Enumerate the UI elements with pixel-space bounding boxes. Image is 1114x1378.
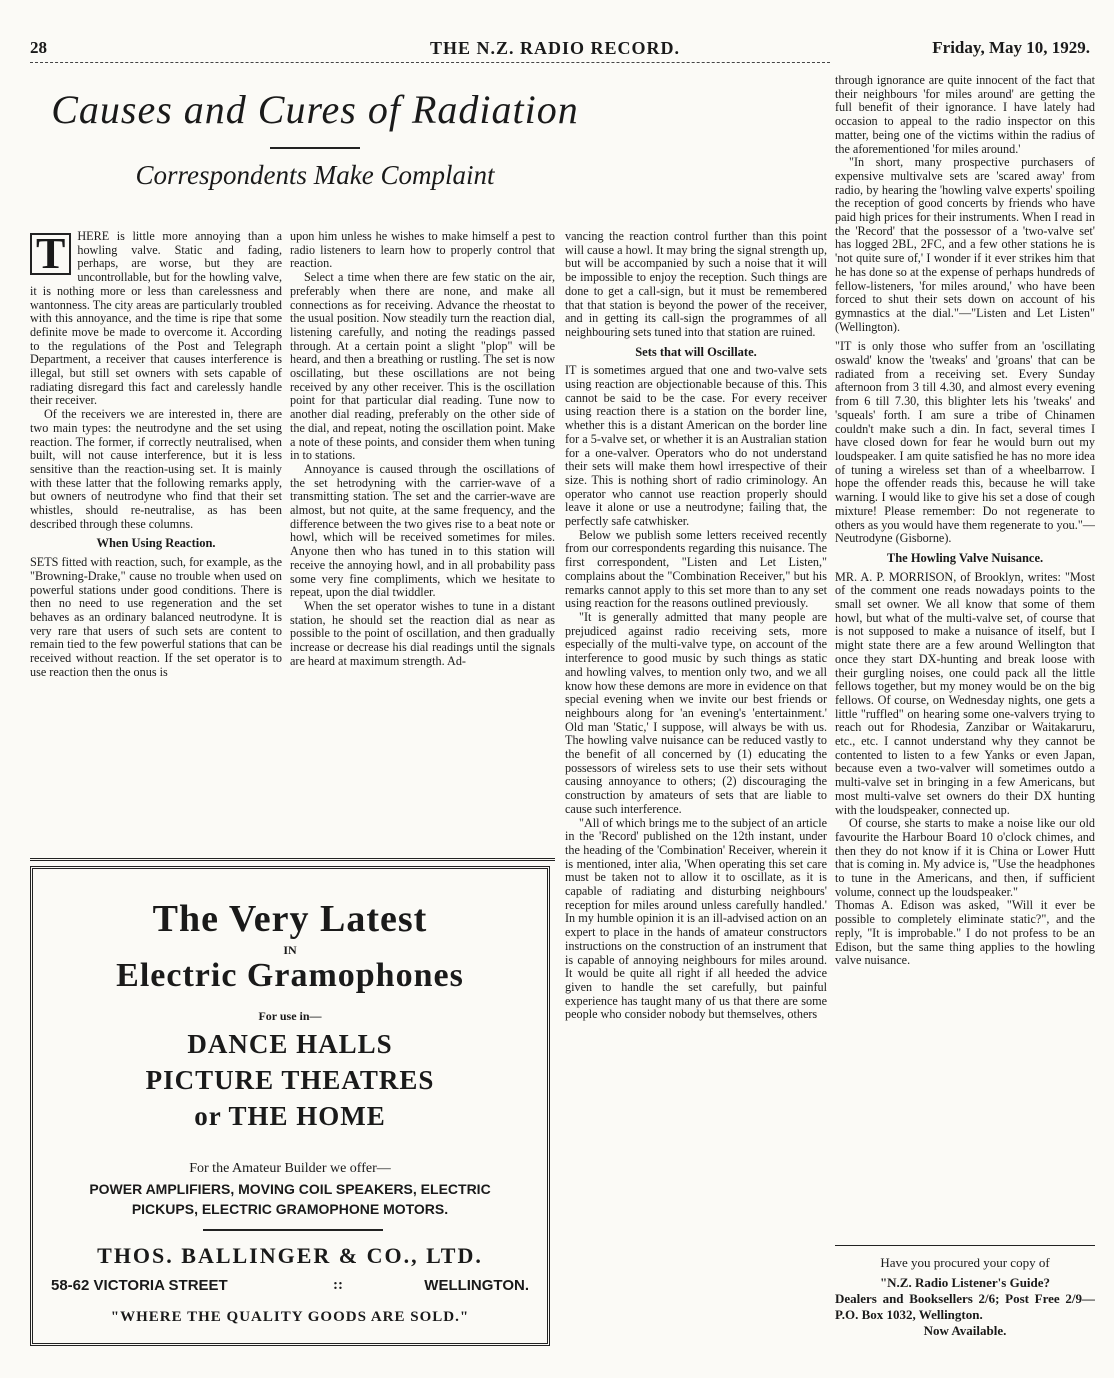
paragraph: When the set operator wishes to tune in a distant station, he should set the reaction dial as near as possible to the point of oscillation, and then gradually increase or decrease his dial readings until the signals are heard at maximum strength. Ad- <box>290 598 555 668</box>
title-divider <box>270 147 360 149</box>
ad-headline: The Very Latest <box>152 898 428 940</box>
article-column-4 <box>835 74 1095 1240</box>
gramophone-advertisement <box>30 866 550 1346</box>
paragraph: IT is sometimes argued that one and two-valve sets using reaction are objectionable because of this. This cannot be said to be the case. For every receiver using reaction there is a station on the border line, whether this is a distant American on the border line for a 5-valve set, or whether it is an Australian station for a one-valver. Operators who do not understand their sets will make them howl irrespective of their size. This is nothing short of radio criminology. An operator who cannot use reaction properly should leave it alone or use a neutrodyne; failing that, the perfectly safe catwhisker. <box>565 363 827 529</box>
section-heading: When Using Reaction. <box>96 536 216 551</box>
ad-divider <box>203 1229 383 1231</box>
paragraph: Below we publish some letters received recently from our correspondents regarding this nuisance. The first correspondent, "Listen and Let Listen," complains about the "Combination Receiver," but his remarks cannot apply to this set more than to any set using reaction for the reasons outlined previously. <box>565 527 827 611</box>
notice-divider <box>835 1245 1095 1246</box>
paragraph: "It is generally admitted that many people are prejudiced against radio receiving sets, more especially of the multi-valve type, on account of the interference to good music by such things as static and howling valves, to mention only two, and we all know how these demons are more in evidence on that special evening when we invite our best friends or neighbours along for 'an evening's 'entertainment.' Old man 'Static,' I suppose, will always be with us. The howling valve nuisance can be reduced vastly to the benefit of all concerned by (1) educating the possessors of wireless sets to use their sets without causing annoyance to others; (2) discouraging the construction by amateurs of sets that are liable to cause such interference. <box>565 609 827 816</box>
ad-in: IN <box>283 943 297 957</box>
section-heading: The Howling Valve Nuisance. <box>886 550 1044 565</box>
paragraph: "In short, many prospective purchasers of expensive multivalve sets are 'scared away' from radio, by hearing the 'howling valve experts' spoiling the reception of good concerts by friends who have paid high prices for their instruments. When I read in the 'Record' that the possessor of a 'two-valve set' has logged 2BL, 2FC, and a few other stations he is 'not quite sure of,' I wonder if it ever strikes him that he has done so at the expense of perhaps hundreds of fellow-listeners, 'for miles around,' who have been forced to shut their sets down on account of his gymnastics at the dial."—"Listen and Let Listen" (Wellington). <box>835 155 1095 334</box>
ad-products-2: PICKUPS, ELECTRIC GRAMOPHONE MOTORS. <box>131 1201 449 1217</box>
article-subtitle: Correspondents Make Complaint <box>135 160 495 190</box>
paragraph: Of the receivers we are interested in, there are two main types: the neutrodyne and the set using reaction. The former, if correctly neutralised, when built, will not cause interference, but it is less sensitive than the reaction-using set. It is mainly with these latter that the following remarks apply, but owners of neutrodyne who find that their set whistles, should re-neutralise, as has been described through these columns. <box>30 407 282 531</box>
ad-picture-theatres: PICTURE THEATRES <box>145 1065 435 1095</box>
publication-title: THE N.Z. RADIO RECORD. <box>430 38 681 58</box>
ad-city: WELLINGTON. <box>424 1277 529 1294</box>
paragraph: HERE is little more annoying than a howling valve. Static and fading, perhaps, are worse, but they are uncontrollable, but for the howling valve, it is nothing more or less than carelessness and wantonness. The city areas are particularly troubled with this annoyance, and the time is ripe that some definite move be made to overcome it. According to the regulations of the Post and Telegraph Department, a receiver that causes interference is illegal, but still set owners with sets capable of radiating disregard this fact and carelessly handle their receiver. <box>30 230 282 408</box>
ad-dance-halls: DANCE HALLS <box>187 1029 393 1059</box>
paragraph: Select a time when there are few static on the air, preferably when there are none, and make all connections as for receiving. Advance the rheostat to the usual position. Now steadily turn the reaction dial, listening carefully, and noting the readings passed through. At a certain point a slight "plop" will be heard, and then a breathing or rustling. The set is now oscillating, but these oscillations are not being received by any other receiver. This is the oscillation point for that particular dial reading. Tune now to another dial reading, preferably on the other side of the dial, and repeat, noting the oscillation point. Make a note of these points, and consider them when tuning in to stations. <box>290 270 555 463</box>
drop-cap: T <box>30 233 71 275</box>
ad-offer: For the Amateur Builder we offer— <box>189 1161 391 1176</box>
ad-company: THOS. BALLINGER & CO., LTD. <box>97 1243 483 1268</box>
paragraph: SETS fitted with reaction, such, for example, as the "Browning-Drake," cause no trouble when used on powerful stations under good conditions. There is then no need to use regeneration and the set behaves as an ordinary balanced neutrodyne. It is very rare that users of such sets are content to remain tied to the few powerful stations that can be received without reaction. If the set operator is to use reaction then the onus is <box>30 555 282 679</box>
ad-for-use: For use in— <box>258 1009 322 1023</box>
notice-title: "N.Z. Radio Listener's Guide? <box>879 1275 1051 1290</box>
paragraph: Thomas A. Edison was asked, "Will it ever be possible to completely eliminate static?", and the reply, "It is improbable." I do not profess to be an Edison, but the same thing applies to the howling valve nuisance. <box>835 898 1095 968</box>
paragraph: Annoyance is caused through the oscillations of the set hetrodyning with the carrier-wave of a transmitting station. The set and the carrier-wave are almost, but not quite, at the same frequency, and the difference between the two gives rise to a beat note or howl, which will be received sometimes for miles. Anyone then who has tuned in to this station will receive the annoying howl, and in all probability pass some very fine compliments, which we hesitate to repeat, upon the dial twiddler. <box>290 461 555 600</box>
notice-line: Dealers and Booksellers 2/6; Post Free 2/9—P.O. Box 1032, Wellington. <box>835 1291 1095 1322</box>
article-column-2 <box>290 230 555 855</box>
article-column-3 <box>565 230 827 1345</box>
listener-guide-notice <box>835 1255 1095 1365</box>
ad-product: Electric Gramophones <box>116 957 464 994</box>
paragraph: Of course, she starts to make a noise like our old favourite the Harbour Board 10 o'clock chimes, and then they do not know if it is China or Lower Hutt that is coming in. My advice is, "Use the headphones to tune in the Americans, and then, if sufficient volume, connect up the loudspeaker." <box>835 816 1095 899</box>
section-heading: Sets that will Oscillate. <box>635 344 757 359</box>
issue-date: Friday, May 10, 1929. <box>932 38 1090 57</box>
ad-slogan: "WHERE THE QUALITY GOODS ARE SOLD." <box>110 1309 470 1325</box>
notice-line: Now Available. <box>923 1323 1007 1338</box>
paragraph: "All of which brings me to the subject of an article in the 'Record' published on the 12th instant, under the heading of the 'Combination' Receiver, wherein it is mentioned, inter alia, 'When operating this set care must be taken not to allow it to oscillate, as it is capable of radiating and disturbing neighbours' reception for miles around unless carefully handled.' In my humble opinion it is an ill-advised action on an expert to place in the hands of amateur constructors instructions on the construction of an instrument that is capable of annoying neighbours for miles around. It would be quite all right if all heeded the advice given to handle the set carefully, but painful experience has taught many of us that there are some people who consider nobody but themselves, others <box>565 815 827 1022</box>
column-divider <box>30 858 555 861</box>
ad-products-1: POWER AMPLIFIERS, MOVING COIL SPEAKERS, ELECTRIC <box>89 1181 491 1197</box>
paragraph: through ignorance are quite innocent of the fact that their neighbours 'for miles around' are getting the full benefit of their ignorance. I have lately had occasion to appeal to the radio inspector on this matter, being one of the victims within the radius of the aforementioned 'for miles around.' <box>835 74 1095 156</box>
article-column-1 <box>30 230 282 855</box>
paragraph: vancing the reaction control further than this point will cause a howl. It may bring the signal strength up, but will be accompanied by such a noise that it will be impossible to enjoy the reception. Such things are done to get a call-sign, but it must be remembered that that station is beyond the power of the receiver, and in getting its call-sign the programmes of all neighbouring sets tuned into that station are ruined. <box>565 230 827 339</box>
page-number: 28 <box>30 38 47 57</box>
paragraph: upon him unless he wishes to make himself a pest to radio listeners to learn how to properly control that reaction. <box>290 230 555 271</box>
ad-address: 58-62 VICTORIA STREET <box>51 1277 228 1294</box>
header-rule <box>30 62 830 63</box>
ad-separator: :: <box>333 1277 343 1293</box>
paragraph: "IT is only those who suffer from an 'oscillating oswald' know the 'tweaks' and 'groans' that can be radiated from a receiving set. Every Sunday afternoon from 3 till 4.30, and almost every evening from 6 till 7.30, this blighter lets his 'tweaks' and 'squeals' forth. I am sure a tribe of Chinamen couldn't make such a din. In fact, several times I have closed down for fear he would burn out my loudspeaker. I am quite satisfied he has no more idea of tuning a wireless set than of a wheelbarrow. I hope the offender reads this, because he will take warning. I would like to give his set a dose of cough mixture! Please remember: Do not regenerate to others as you would have them regenerate to you."—Neutrodyne (Gisborne). <box>835 339 1095 546</box>
notice-line: Have you procured your copy of <box>880 1255 1050 1270</box>
page-header <box>30 38 1090 62</box>
paragraph: MR. A. P. MORRISON, of Brooklyn, writes: "Most of the comment one reads nowadays points to the small set owner. We all know that some of them howl, but what of the multi-valve set, of course that is not supposed to make a nuisance of itself, but I might state there are a few around Wellington that once they start DX-hunting and break loose with their gurgling noises, one could pack all the little fellows together, but my money would be on the big fellows. Of course, on Wednesday nights, one gets a little "ruffled" on hearing some one-valvers trying to reach out for Rhodesia, Zanzibar or Waitakaruru, etc., etc. I cannot understand why they cannot be contented to listen to a few Yanks or even Japan, because even a two-valver will sometimes outdo a multi-valve set in bringing in a few Americans, but most multi-valve set owners do their DX hunting with the loudspeaker, connected up. <box>835 569 1095 817</box>
article-title: Causes and Cures of Radiation <box>51 87 579 132</box>
ad-home: or THE HOME <box>194 1101 386 1131</box>
